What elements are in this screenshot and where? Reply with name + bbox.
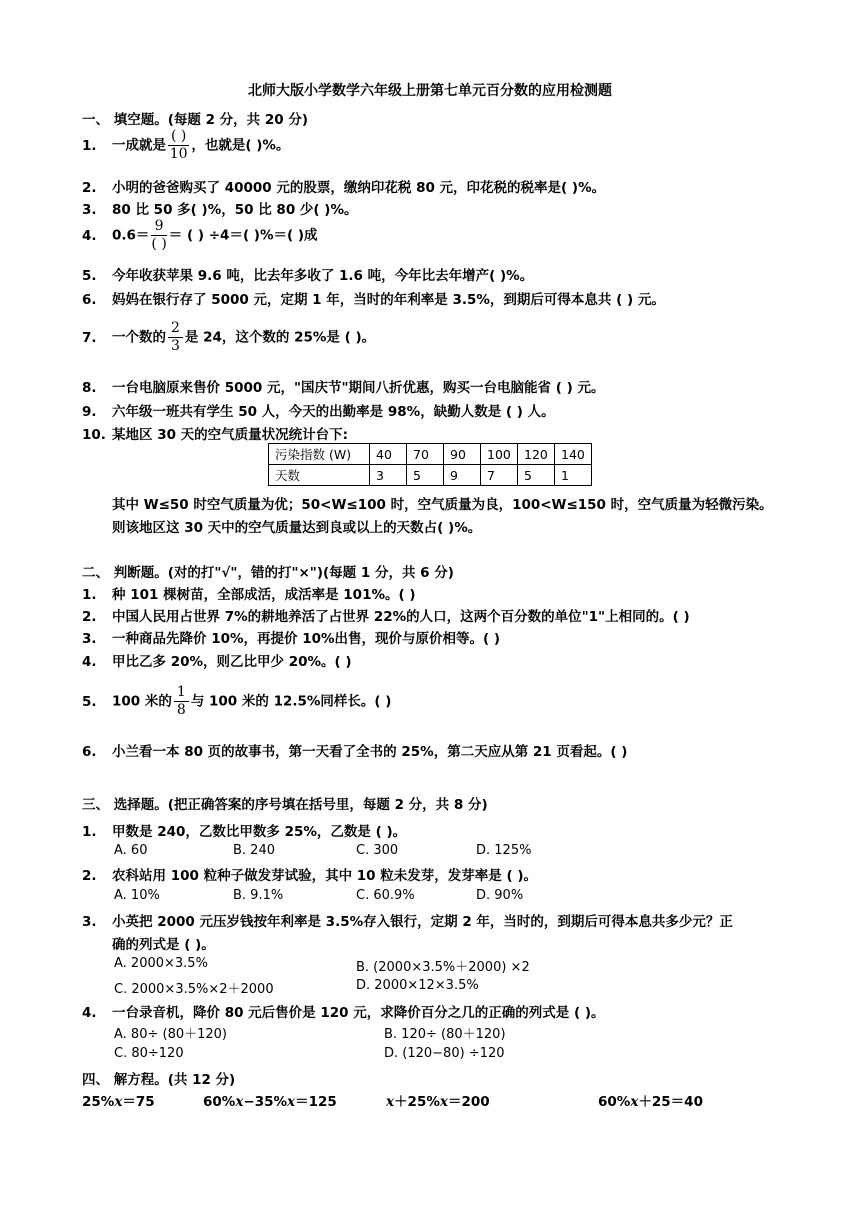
table-cell: 70 [407,444,444,465]
option-c: C. 80÷120 [114,1046,184,1061]
question-text: 100 米的 [112,693,172,710]
table-row [269,465,592,486]
option-c: C. 300 [356,843,399,858]
s1-question-5 [82,264,533,284]
fraction-numerator: 1 [174,684,189,702]
section-3-heading: 三、 选择题。(把正确答案的序号填在括号里，每题 2 分，共 8 分) [82,797,488,813]
equation-part: ＝125 [295,1094,337,1110]
question-text: 农科站用 100 粒种子做发芽试验，其中 10 粒未发芽，发芽率是 ( )。 [112,868,538,884]
equation-part: ＋25% [394,1094,440,1110]
s1-question-7 [82,320,375,355]
question-text: ＝ ( ) ÷4＝( )%＝( )成 [168,227,318,244]
s3-question-3-cont: 确的列式是 ( )。 [112,937,215,953]
s1-question-1 [82,128,289,163]
option-a: A. 10% [114,888,160,903]
question-number: 3. [82,631,97,647]
equation-part: 60% [203,1094,236,1110]
table-row [269,444,592,465]
option-a: A. 60 [114,843,148,858]
s1-question-2 [82,176,605,196]
table-cell: 1 [555,465,592,486]
question-number: 4. [82,1005,97,1021]
s2-question-2 [82,605,690,625]
variable-x: x [630,1094,639,1110]
question-number: 2. [82,868,97,884]
s2-question-4 [82,650,352,670]
question-number: 9. [82,404,97,420]
question-text: 中国人民用占世界 7%的耕地养活了占世界 22%的人口，这两个百分数的单位"1"上相同的。( ) [112,609,690,625]
equation-part: ＝200 [447,1094,490,1110]
fraction [151,218,166,253]
variable-x: x [235,1094,244,1110]
question-number: 8. [82,380,97,396]
s1-question-4 [82,218,318,253]
question-text: 种 101 棵树苗，全部成活，成活率是 101%。( ) [112,587,416,603]
s1-question-10 [82,423,348,443]
fraction-denominator: 3 [171,338,180,354]
question-text: 甲数是 240，乙数比甲数多 25%，乙数是 ( )。 [112,824,407,840]
section-4-heading: 四、 解方程。(共 12 分) [82,1072,236,1088]
s2-question-6 [82,740,627,760]
question-text: 小明的爸爸购买了 40000 元的股票，缴纳印花税 80 元，印花税的税率是( )%。 [112,180,606,196]
equation-part: −35% [243,1094,288,1110]
variable-x: x [114,1094,123,1110]
question-number: 10. [82,427,106,443]
question-number: 6. [82,744,97,760]
table-cell: 5 [518,465,555,486]
s1-question-9 [82,400,555,420]
table-cell: 120 [518,444,555,465]
question-number: 2. [82,180,97,196]
question-number: 4. [82,654,97,670]
fraction-numerator: 2 [168,320,183,338]
option-b: B. 9.1% [233,888,284,903]
option-b: B. 120÷ (80＋120) [384,1027,506,1042]
equation-part: 25% [82,1094,115,1110]
table-cell: 140 [555,444,592,465]
fraction-denominator: ( ) [151,236,167,252]
s2-question-5 [82,684,391,719]
question-number: 1. [82,824,97,840]
question-number: 3. [82,202,97,218]
option-a: A. 80÷ (80＋120) [114,1027,227,1042]
section-1-heading: 一、 填空题。(每题 2 分，共 20 分) [82,112,309,128]
question-text: 是 24，这个数的 25%是 ( )。 [184,329,376,346]
question-number: 5. [82,693,97,710]
option-c: C. 2000×3.5%×2＋2000 [114,982,274,997]
s3-question-1 [82,820,406,840]
s1-question-3 [82,198,357,218]
equation-part: ＝75 [122,1094,155,1110]
equation-part: 60% [598,1094,631,1110]
question-text: 某地区 30 天的空气质量状况统计台下: [112,427,349,443]
table-cell: 5 [407,465,444,486]
option-b: B. 240 [233,843,275,858]
table-cell: 天数 [269,465,370,486]
question-number: 6. [82,292,97,308]
question-number: 7. [82,329,97,346]
variable-x: x [439,1094,448,1110]
section-2-heading: 二、 判断题。(对的打"√"，错的打"×")(每题 1 分，共 6 分) [82,565,454,581]
question-text: 小兰看一本 80 页的故事书，第一天看了全书的 25%，第二天应从第 21 页看起。( ) [112,744,628,760]
fraction-numerator: ( ) [168,128,189,146]
table-cell: 100 [481,444,518,465]
equation-4 [598,1090,703,1110]
question-text: 一个数的 [112,329,166,346]
option-d: D. 90% [476,888,524,903]
table-cell: 3 [370,465,407,486]
question-text: 一种商品先降价 10%，再提价 10%出售，现价与原价相等。( ) [112,631,501,647]
s3-question-4 [82,1001,605,1021]
equation-part: ＋25＝40 [638,1094,703,1110]
question-number: 5. [82,268,97,284]
question-text: 小英把 2000 元压岁钱按年利率是 3.5%存入银行，定期 2 年，当时的，到期后可得本息共多少元？正 [112,914,733,930]
table-cell: 40 [370,444,407,465]
fraction-numerator: 9 [151,218,166,236]
fraction-denominator: 10 [169,146,188,162]
table-cell: 9 [444,465,481,486]
option-d: D. (120−80) ÷120 [384,1046,505,1061]
s3-question-3 [82,910,733,930]
question-number: 2. [82,609,97,625]
s1-question-10-ask: 则该地区这 30 天中的空气质量达到良或以上的天数占( )%。 [112,520,482,536]
table-cell: 污染指数 (W) [269,444,370,465]
question-text: 甲比乙多 20%，则乙比甲少 20%。( ) [112,654,352,670]
question-text: 一成就是 [112,137,166,154]
question-number: 1. [82,137,97,154]
s1-question-6 [82,288,665,308]
s2-question-3 [82,627,500,647]
table-cell: 7 [481,465,518,486]
option-b: B. (2000×3.5%＋2000) ×2 [356,960,530,975]
option-d: D. 125% [476,843,532,858]
fraction [168,128,189,163]
page-title: 北师大版小学数学六年级上册第七单元百分数的应用检测题 [248,83,612,99]
question-text: 一台录音机，降价 80 元后售价是 120 元，求降价百分之几的正确的列式是 ( )。 [112,1005,605,1021]
question-text: 80 比 50 多( )%，50 比 80 少( )%。 [112,202,358,218]
option-a: A. 2000×3.5% [114,956,208,971]
question-text: 今年收获苹果 9.6 吨，比去年多收了 1.6 吨，今年比去年增产( )%。 [112,268,534,284]
variable-x: x [287,1094,296,1110]
fraction [168,320,183,355]
air-quality-table [268,443,592,486]
table-cell: 90 [444,444,481,465]
s3-question-2 [82,864,537,884]
option-c: C. 60.9% [356,888,415,903]
question-number: 1. [82,587,97,603]
s1-question-10-note: 其中 W≤50 时空气质量为优；50<W≤100 时，空气质量为良，100<W≤150 时，空气质量为轻微污染。 [112,497,773,513]
fraction [174,684,189,719]
option-d: D. 2000×12×3.5% [356,978,479,993]
variable-x: x [386,1094,395,1110]
s1-question-8 [82,376,604,396]
equation-2 [203,1090,337,1110]
fraction-denominator: 8 [176,702,186,718]
question-text: 六年级一班共有学生 50 人，今天的出勤率是 98%，缺勤人数是 ( ) 人。 [112,404,555,420]
question-text: ，也就是( )%。 [191,137,290,154]
question-text: 一台电脑原来售价 5000 元，"国庆节"期间八折优惠，购买一台电脑能省 ( ) 元。 [112,380,605,396]
question-number: 3. [82,914,97,930]
question-text: 妈妈在银行存了 5000 元，定期 1 年，当时的年利率是 3.5%，到期后可得本息共 ( ) 元。 [112,292,665,308]
s2-question-1 [82,583,416,603]
question-text: 与 100 米的 12.5%同样长。( ) [190,693,392,710]
question-number: 4. [82,227,97,244]
equation-3 [386,1090,490,1110]
equation-1 [82,1090,155,1110]
question-text: 0.6＝ [112,227,150,244]
